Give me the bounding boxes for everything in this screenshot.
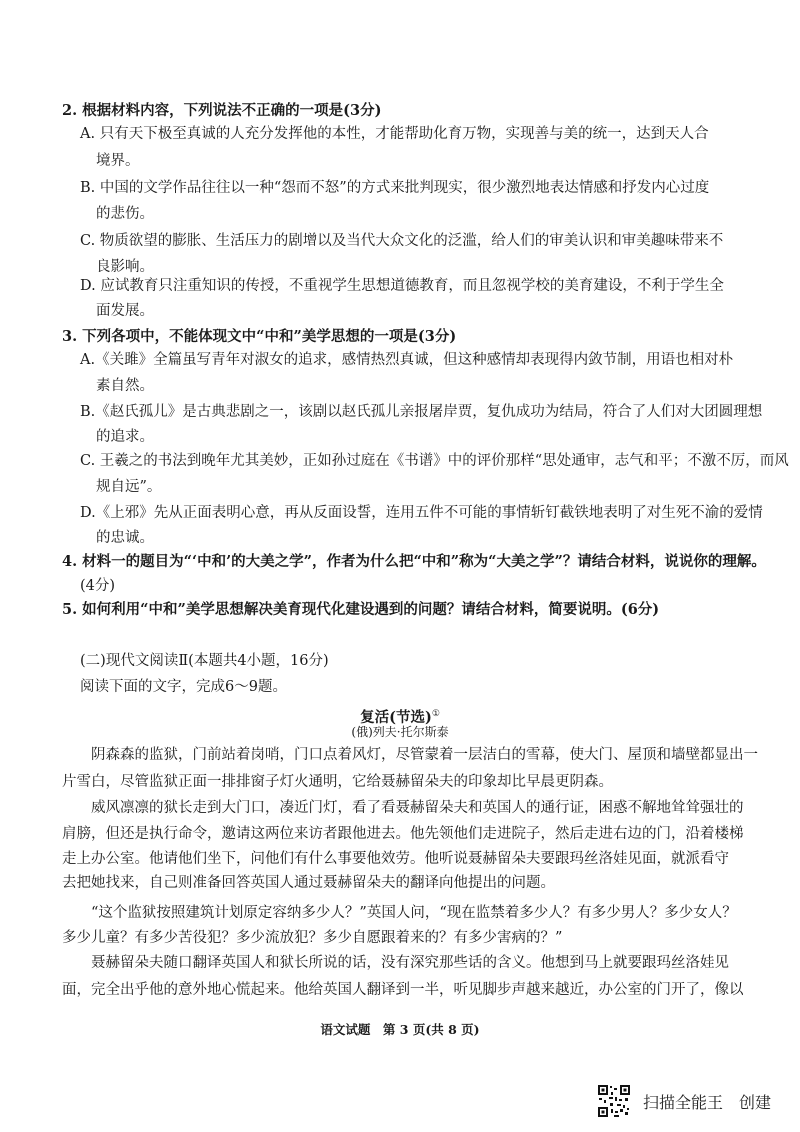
passage-line: 肩膀，但还是执行命令，邀请这两位来访者跟他进去。他先领他们走进院子，然后走进右边的门，沿着楼梯 <box>62 826 744 842</box>
question-2-option-c-cont: 良影响。 <box>96 259 154 275</box>
question-2-option-a: A. 只有天下极至真诚的人充分发挥他的本性，才能帮助化育万物，实现善与美的统一，达到天人合 <box>80 126 709 142</box>
question-2-option-b: B. 中国的文学作品往往以一种“怨而不怒”的方式来批判现实，很少激烈地表达情感和抒发内心过度 <box>80 180 710 196</box>
passage-line: 面，完全出乎他的意外地心慌起来。他给英国人翻译到一半，听见脚步声越来越近，办公室的门开了，像以 <box>62 982 744 998</box>
section-heading: (二)现代文阅读Ⅱ(本题共4小题，16分) <box>80 653 329 669</box>
page-footer: 语文试题 第 3 页(共 8 页) <box>320 1022 480 1037</box>
footnote-marker: ① <box>431 709 440 719</box>
question-3-option-d: D.《上邪》先从正面表明心意，再从反面设誓，连用五件不可能的事情斩钉截铁地表明了对生死不渝的爱情 <box>80 505 763 521</box>
passage-line: “这个监狱按照建筑计划原定容纳多少人？”英国人问，“现在监禁着多少人？有多少男人？多少女人？ <box>62 905 737 921</box>
question-4-stem: 4. 材料一的题目为“‘中和’的大美之学”，作者为什么把“中和”称为“大美之学”？请结合材料，说说你的理解。 <box>62 553 766 570</box>
scanner-watermark <box>597 1084 771 1118</box>
watermark-text: 扫描全能王 创建 <box>643 1092 772 1112</box>
question-3-option-c: C. 王羲之的书法到晚年尤其美妙，正如孙过庭在《书谱》中的评价那样“思处通审，志气和平；不激不厉，而风 <box>80 453 789 469</box>
question-3-option-a-cont: 素自然。 <box>96 378 154 394</box>
question-4-points: (4分) <box>80 578 116 594</box>
question-2-stem: 2. 根据材料内容，下列说法不正确的一项是(3分) <box>62 102 382 119</box>
question-5-stem: 5. 如何利用“中和”美学思想解决美育现代化建设遇到的问题？请结合材料，简要说明。(6分) <box>62 601 660 618</box>
question-2-option-d: D. 应试教育只注重知识的传授，不重视学生思想道德教育，而且忽视学校的美育建设，不利于学生全 <box>80 278 724 294</box>
question-3-option-c-cont: 规自远”。 <box>96 479 162 495</box>
section-instruction: 阅读下面的文字，完成6～9题。 <box>80 679 287 695</box>
question-2-option-a-cont: 境界。 <box>96 153 140 169</box>
question-2-option-d-cont: 面发展。 <box>96 303 154 319</box>
passage-line: 片雪白，尽管监狱正面一排排窗子灯火通明，它给聂赫留朵夫的印象却比早晨更阴森。 <box>62 774 613 790</box>
passage-line: 威风凛凛的狱长走到大门口，凑近门灯，看了看聂赫留朵夫和英国人的通行证，困惑不解地耸耸强壮的 <box>62 800 744 816</box>
question-2-option-b-cont: 的悲伤。 <box>96 206 154 222</box>
question-3-option-b-cont: 的追求。 <box>96 429 154 445</box>
question-3-option-b: B.《赵氏孤儿》是古典悲剧之一，该剧以赵氏孤儿亲报屠岸贾，复仇成功为结局，符合了人们对大团圆理想 <box>80 404 763 420</box>
question-2-option-c: C. 物质欲望的膨胀、生活压力的剧增以及当代大众文化的泛滥，给人们的审美认识和审美趣味带来不 <box>80 233 724 249</box>
passage-author: (俄)列夫·托尔斯泰 <box>351 725 449 739</box>
passage-line: 聂赫留朵夫随口翻译英国人和狱长所说的话，没有深究那些话的含义。他想到马上就要跟玛丝洛娃见 <box>62 955 729 971</box>
qr-code-icon <box>597 1084 631 1118</box>
passage-title-text: 复活(节选) <box>360 708 432 726</box>
passage-line: 多少儿童？有多少苦役犯？多少流放犯？多少自愿跟着来的？有多少害病的？” <box>62 930 563 946</box>
question-3-stem: 3. 下列各项中，不能体现文中“中和”美学思想的一项是(3分) <box>62 328 457 345</box>
question-3-option-d-cont: 的忠诚。 <box>96 530 154 546</box>
question-3-option-a: A.《关雎》全篇虽写青年对淑女的追求，感情热烈真诚，但这种感情却表现得内敛节制，用语也相对朴 <box>80 352 734 368</box>
passage-line: 走上办公室。他请他们坐下，问他们有什么事要他效劳。他听说聂赫留朵夫要跟玛丝洛娃见面，就派看守 <box>62 851 729 867</box>
passage-line: 阴森森的监狱，门前站着岗哨，门口点着风灯，尽管蒙着一层洁白的雪幕，使大门、屋顶和墙壁都显出一 <box>62 747 758 763</box>
passage-line: 去把她找来，自己则准备回答英国人通过聂赫留朵夫的翻译向他提出的问题。 <box>62 875 555 891</box>
